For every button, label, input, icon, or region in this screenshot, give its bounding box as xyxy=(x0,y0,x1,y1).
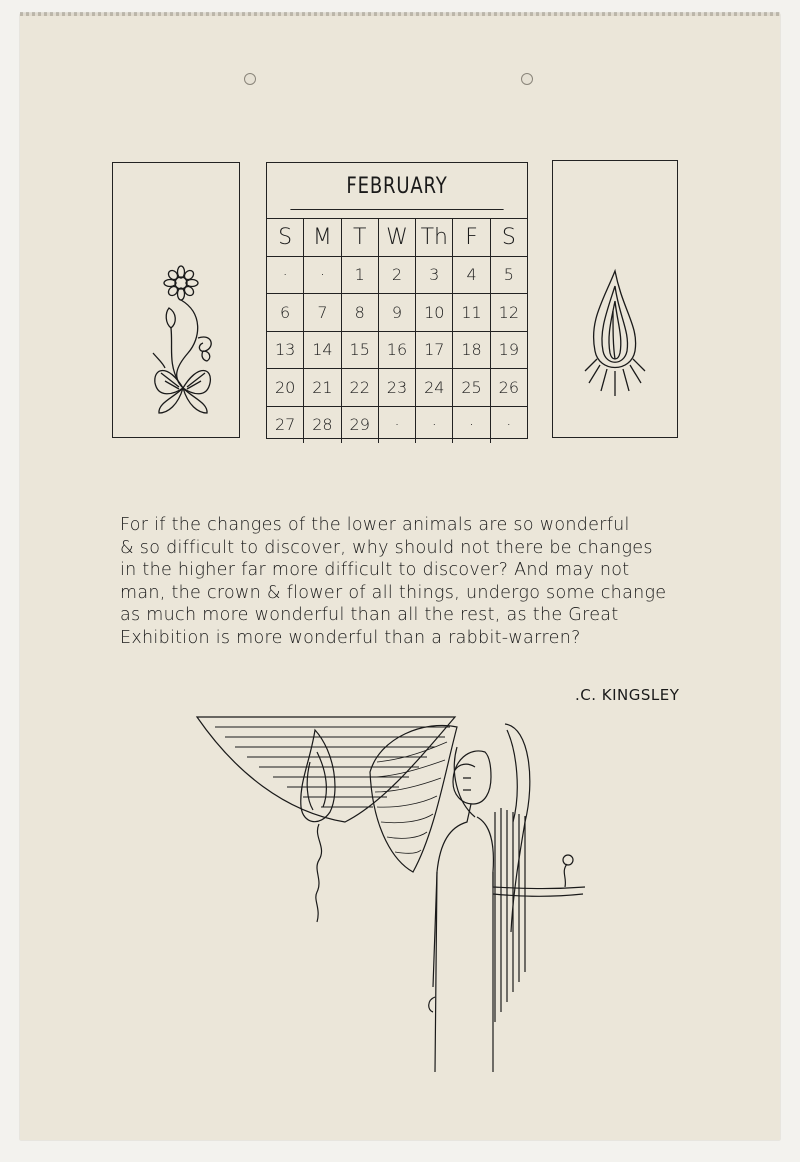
day-cell: 11 xyxy=(453,294,490,331)
torn-top-edge xyxy=(20,12,780,16)
weekday-sat: S xyxy=(501,224,516,250)
flower-plant-icon xyxy=(113,163,239,437)
day-cell: 15 xyxy=(342,332,379,369)
weekday-mon: M xyxy=(304,219,341,256)
calendar-grid xyxy=(266,162,528,439)
day-cell: 21 xyxy=(304,369,341,406)
quote-line: man, the crown & flower of all things, undergo some change xyxy=(120,582,667,603)
day-cell: 27 xyxy=(267,407,304,444)
quote-line: in the higher far more difficult to discover? And may not xyxy=(120,560,630,580)
weekday-thu: Th xyxy=(416,219,453,256)
day-cell: 18 xyxy=(453,332,490,369)
week-row xyxy=(267,407,527,444)
day-cell: 6 xyxy=(267,294,304,331)
day-cell: 26 xyxy=(498,377,519,397)
day-cell: 3 xyxy=(416,257,453,294)
week-row xyxy=(267,369,527,407)
day-cell: 24 xyxy=(416,369,453,406)
weekday-sun: S xyxy=(267,219,304,256)
weekday-fri: F xyxy=(453,219,490,256)
flame-icon xyxy=(553,161,677,437)
title-gap xyxy=(267,210,527,219)
day-cell: 28 xyxy=(304,407,341,444)
quote-line: For if the changes of the lower animals are so wonderful xyxy=(120,515,630,535)
weekday-wed: W xyxy=(379,219,416,256)
winged-angel-icon xyxy=(195,712,595,1072)
day-cell: · xyxy=(304,257,341,294)
day-cell: 7 xyxy=(304,294,341,331)
kingsley-quote xyxy=(120,514,680,649)
day-cell: 19 xyxy=(498,340,519,360)
day-cell: · xyxy=(416,407,453,444)
week-row xyxy=(267,257,527,295)
quote-line: Exhibition is more wonderful than a rabbit-warren? xyxy=(120,627,581,648)
day-cell: 5 xyxy=(503,265,514,285)
day-cell: 1 xyxy=(342,257,379,294)
quote-line: as much more wonderful than all the rest, as the Great xyxy=(120,605,619,625)
day-cell: 13 xyxy=(267,332,304,369)
day-cell: 12 xyxy=(498,302,519,322)
day-cell: 4 xyxy=(453,257,490,294)
day-cell: · xyxy=(267,257,304,294)
day-cell: · xyxy=(453,407,490,444)
day-cell: 16 xyxy=(379,332,416,369)
month-title: FEBRUARY xyxy=(290,163,503,210)
week-row xyxy=(267,294,527,332)
day-cell: 22 xyxy=(342,369,379,406)
day-cell: 20 xyxy=(267,369,304,406)
binding-hole-right xyxy=(521,73,533,85)
left-illustration-panel xyxy=(112,162,240,438)
binding-hole-left xyxy=(244,73,256,85)
weekday-tue: T xyxy=(342,219,379,256)
day-cell: 10 xyxy=(416,294,453,331)
day-cell: 2 xyxy=(379,257,416,294)
day-cell: 9 xyxy=(379,294,416,331)
day-cell: 8 xyxy=(342,294,379,331)
day-cell: · xyxy=(506,415,512,435)
day-cell: 14 xyxy=(304,332,341,369)
day-cell: · xyxy=(379,407,416,444)
weekday-header-row xyxy=(267,219,527,257)
day-cell: 17 xyxy=(416,332,453,369)
week-row xyxy=(267,332,527,370)
right-illustration-panel xyxy=(552,160,678,438)
day-cell: 25 xyxy=(453,369,490,406)
day-cell: 29 xyxy=(342,407,379,444)
quote-line: & so difficult to discover, why should not there be changes xyxy=(120,537,653,558)
quote-author: .C. KINGSLEY xyxy=(575,686,680,704)
day-cell: 23 xyxy=(379,369,416,406)
